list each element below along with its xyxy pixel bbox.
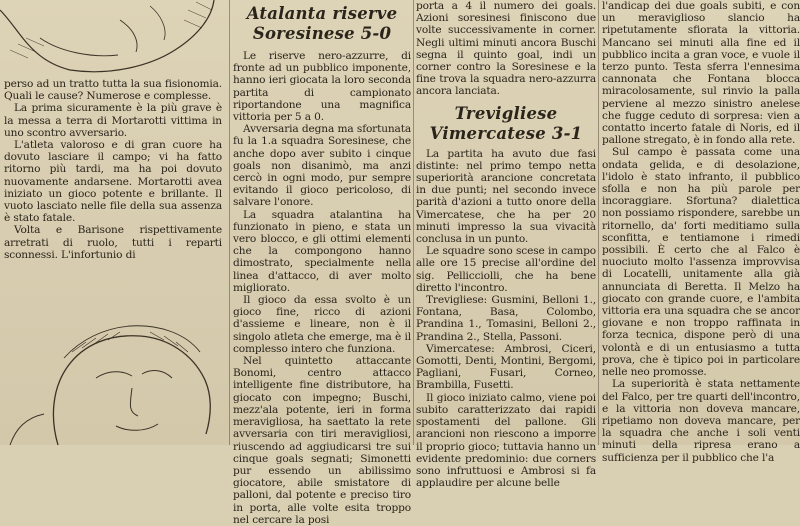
col3-paragraph: Trevigliese: Gusmini, Belloni 1., Fontana, Basa, Colombo, Prandina 1., Tomasini, Belloni 2., Prandina 2., Stella, Passoni. xyxy=(416,294,596,343)
column-rule xyxy=(229,0,230,445)
headline-atalanta-soresinese: Atalanta riserve Soresinese 5-0 xyxy=(246,4,398,43)
col4-paragraph: l'andicap dei due goals subiti, e con un meraviglioso slancio ha ripetutamente sfiorata la vittoria. Mancano sei minuti alla fine ed il pubblico incita a gran voce, e vuole il terzo punto. Testa sferra l'ennesima cannonata che Fontana blocca miracolosamente, sul rinvio la palla perviene al mezzo sinistro anelese che fugge ceduto di sorpresa: vien a contatto incerto fatale di Noris, ed il pallone stregato, è in fondo alla rete. xyxy=(602,0,800,147)
col1-paragraph: L'atleta valoroso e di gran cuore ha dovuto lasciare il campo; vi ha fatto ritorno più tardi, ma ha poi dovuto nuovamente andarsene. Mortarotti avea iniziato un gioco potente e brillante. Il vuoto lasciato nelle file della sua assenza è stato fatale. xyxy=(4,139,222,225)
column-rule xyxy=(413,0,414,445)
column-4 xyxy=(602,0,800,464)
headline-trevigliese-vimercatese: Trevigliese Vimercatese 3-1 xyxy=(429,103,583,143)
col2-paragraph: Il gioco da essa svolto è un gioco fine, ricco di azioni d'assieme e lineare, non è il singolo atleta che emerge, ma è il complesso intero che funziona. xyxy=(233,294,411,355)
col2-paragraph: La squadra atalantina ha funzionato in pieno, e stata un vero blocco, e gli ottimi elementi che la compongono hanno dimostrato, specialmente nella linea d'attacco, di aver molto migliorato. xyxy=(233,208,411,294)
col3-paragraph: Le squadre sono scese in campo alle ore 15 precise all'ordine del sig. Pellicciolli, che ha bene diretto l'incontro. xyxy=(416,245,596,294)
col2-paragraph: Nel quintetto attaccante Bonomi, centro attacco intelligente fine distributore, ha giocato con impegno; Buschi, mezz'ala potente, ieri in forma meravigliosa, ha saettato la rete avversaria con tiri meravigliosi, riuscendo ad aggiudicarsi tre sui cinque goals segnati; Simonetti pur essendo un abilissimo giocatore, abile smistatore di palloni, dal potente e preciso tiro in porta, alle volte esita troppo nel cercare la posi xyxy=(233,355,411,526)
sketch-illustration-bottom xyxy=(0,318,226,445)
col1-paragraph: perso ad un tratto tutta la sua fisionomia. Quali le cause? Numerose e complesse. xyxy=(4,78,222,103)
col4-paragraph: La superiorità è stata nettamente del Falco, per tre quarti dell'incontro, e la vittoria non doveva mancare, ripetiamo non doveva mancare, per la squadra che anche i soli venti minuti della ripresa erano a sufficienza per il pubblico che l'a xyxy=(602,378,800,464)
col3-paragraph: La partita ha avuto due fasi distinte: nel primo tempo netta superiorità arancione concretata in due punti; nel secondo invece parità d'azioni a tutto onore della Vimercatese, che ha per 20 minuti impresso la sua vivacità conclusa in un punto. xyxy=(416,147,596,246)
sketch-illustration-top xyxy=(0,0,226,78)
col4-paragraph: Sul campo è passata come una ondata gelida, e di desolazione, l'idolo è stato infranto, il pubblico sfolla e non ha più parole per incoraggiare. Sfortuna? dialettica non possiamo rispondere, sarebbe un ritornello, da' forti meditiamo sulla sconfitta, e tentiamone i rimedi possibili. È certo che al Falco è nuociuto molto l'assenza improvvisa di Locatelli, unitamente alla già annunciata di Beretta. Il Melzo ha giocato con grande cuore, e l'ambita vittoria era una squadra che se ancor giovane e non troppo raffinata in forza tecnica, dispone però di una volontà e di un entusiasmo a tutta prova, che è tipico poi in particolare nelle neo promosse. xyxy=(602,146,800,379)
col1-paragraph: La prima sicuramente è la più grave è la messa a terra di Mortarotti vittima in uno scontro avversario. xyxy=(4,102,222,139)
column-3 xyxy=(416,0,596,490)
col3-paragraph: Vimercatese: Ambrosi, Ciceri, Gomotti, Denti, Montini, Bergomi, Pagliani, Fusari, Corneo, Brambilla, Fusetti. xyxy=(416,342,596,392)
column-rule xyxy=(598,0,599,445)
column-2 xyxy=(233,0,411,526)
col2-paragraph: Le riserve nero-azzurre, di fronte ad un pubblico imponente, hanno ieri giocata la loro seconda partita di campionato riportandone una magnifica vittoria per 5 a 0. xyxy=(233,50,411,124)
col2-paragraph: Avversaria degna ma sfortunata fu la 1.a squadra Soresinese, che anche dopo aver subito i cinque goals non disanimò, ma anzi cercò in ogni modo, pur sempre evitando il gioco pericoloso, di salvare l'onore. xyxy=(233,123,411,209)
col3-intro-paragraph: porta a 4 il numero dei goals. Azioni soresinesi finiscono due volte successivamente in corner. Negli ultimi minuti ancora Buschi segna il quinto goal, indi un corner contro la Soresinese e la fine trova la squadra nero-azzurra ancora lanciata. xyxy=(416,0,596,98)
col3-paragraph: Il gioco iniziato calmo, viene poi subito caratterizzato dai rapidi spostamenti del pallone. Gli arancioni non riescono a imporre il proprio gioco; tuttavia hanno un evidente predominio: due corners sono infruttuosi e Ambrosi si fa applaudire per alcune belle xyxy=(416,391,596,490)
col1-paragraph: Volta e Barisone rispettivamente arretrati di ruolo, tutti i reparti sconnessi. L'infortunio di xyxy=(4,224,222,261)
column-1 xyxy=(0,0,226,445)
